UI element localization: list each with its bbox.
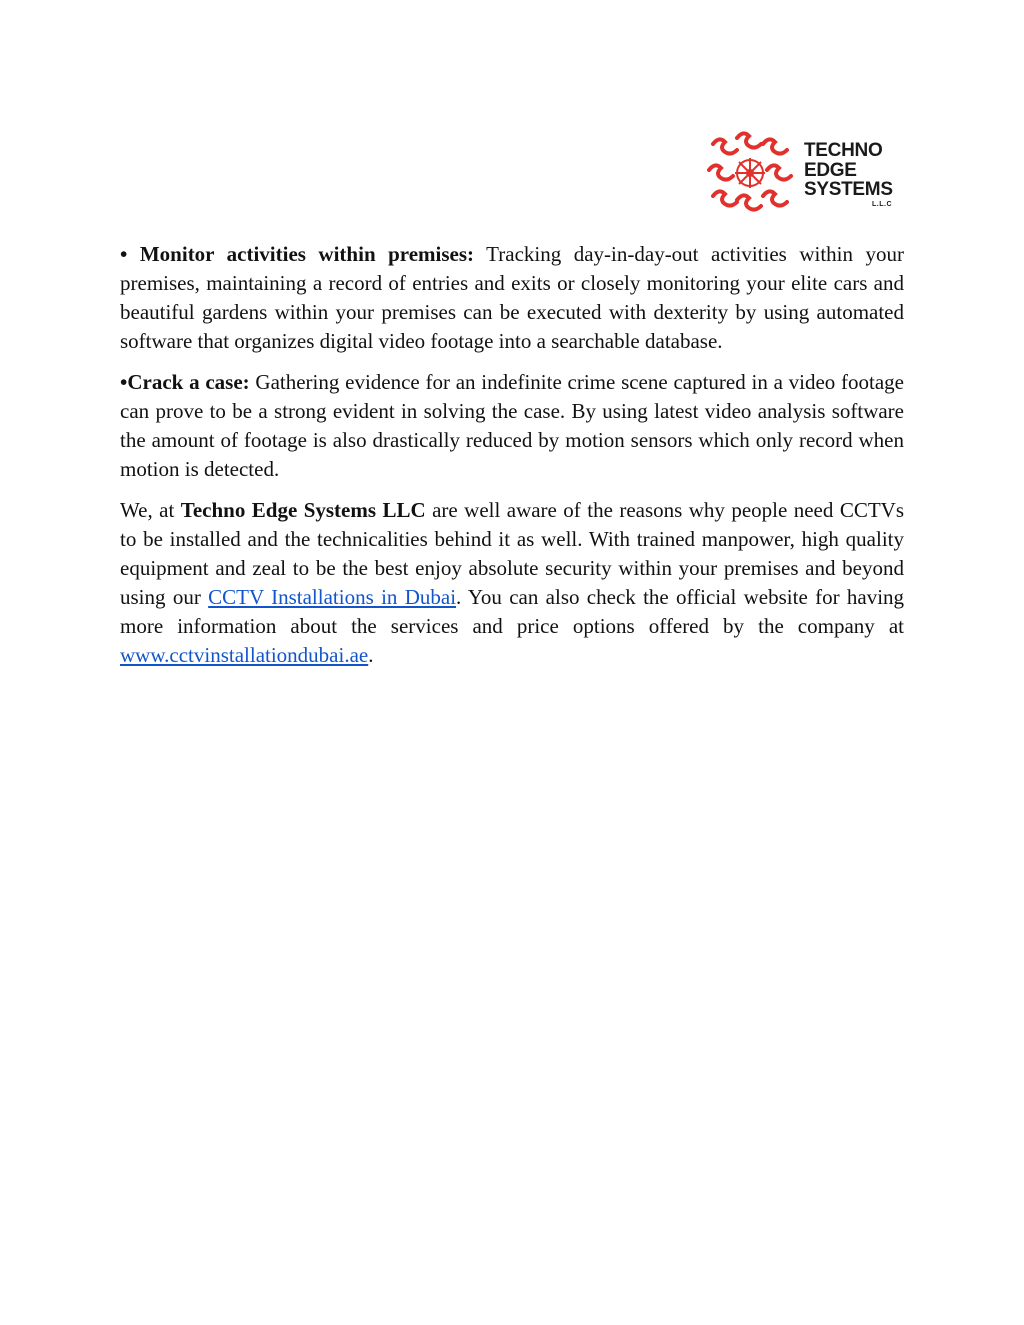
heading-monitor: Monitor activities within premises: <box>139 242 475 266</box>
paragraph-closing <box>120 496 904 670</box>
document-body <box>120 240 904 682</box>
text-monitor: Tracking day-in-day-out activities within your premises, maintaining a record of entries and exits or closely monitoring your elite cars and beautiful gardens within your premises can be executed with dexterity by using automated software that organizes digital video footage into a searchable database. <box>120 242 904 353</box>
paragraph-monitor <box>120 240 904 356</box>
logo-llc-suffix: L.L.C <box>872 201 892 208</box>
closing-end: . <box>368 643 374 667</box>
company-name: Techno Edge Systems LLC <box>180 498 426 522</box>
bullet-crack-case: • <box>120 370 128 394</box>
logo-line-edge: EDGE <box>804 159 857 181</box>
heading-crack-case: Crack a case: <box>127 370 250 394</box>
website-link[interactable]: www.cctvinstallationdubai.ae <box>120 643 369 667</box>
company-logo <box>707 130 897 216</box>
logo-line-techno: TECHNO <box>804 140 883 161</box>
logo-wordmark <box>804 141 893 200</box>
paragraph-crack-case <box>120 368 904 484</box>
closing-text-1: are well aware of the reasons why people need CCTVs to be installed and the technicalities behind it as well. With trained manpower, high quality equipment and zeal to be the best enjoy absolute security within your premises and beyond using our <box>120 498 904 609</box>
bullet-monitor: • <box>120 242 128 266</box>
cctv-installations-link[interactable]: CCTV Installations in Dubai <box>208 585 457 609</box>
text-crack-case: Gathering evidence for an indefinite crime scene captured in a video footage can prove to be a strong evident in solving the case. By using latest video analysis software the amount of footage is also drastically reduced by motion sensors which only record when motion is detected. <box>120 370 905 481</box>
techno-edge-logo-icon <box>707 130 793 216</box>
closing-intro: We, at <box>120 498 175 522</box>
closing-text-2: . You can also check the official website for having more information about the services and price options offered by the company at <box>120 585 905 638</box>
logo-line-systems: SYSTEMS <box>804 179 893 200</box>
